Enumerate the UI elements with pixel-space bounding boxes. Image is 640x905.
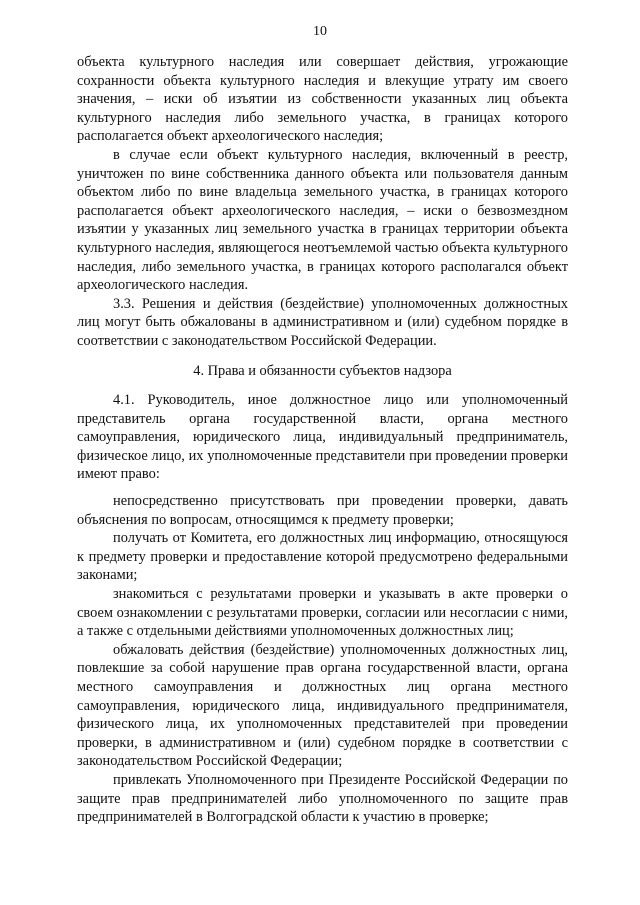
paragraph-clause-destroyed-object: в случае если объект культурного наследия, включенный в реестр, уничтожен по вине собственника данного объекта или пользователя данным объектом либо по вине владельца земельного участка, в границах которого располагается объект археологического наследия, – иски о безвозмездном изъятии у указанных лиц земельного участка в границах территории объекта культурного наследия, являющегося неотъемлемой частью объекта культурного наследия, либо земельного участка, в границах которого располагался объект археологического наследия.	[77, 146, 568, 294]
document-body	[77, 53, 568, 827]
right-item-appeal: обжаловать действия (бездействие) уполномоченных должностных лиц, повлекшие за собой нарушение прав органа государственной власти, органа местного самоуправления и должностных лиц органа местного самоуправления, юридического лица, индивидуального предпринимателя, физического лица, их уполномоченных представителей при проведении проверки, в административном и (или) судебном порядке в соответствии с законодательством Российской Федерации;	[77, 641, 568, 770]
right-item-attend: непосредственно присутствовать при проведении проверки, давать объяснения по вопросам, относящимся к предмету проверки;	[77, 493, 568, 528]
right-item-receive-info: получать от Комитета, его должностных лиц информацию, относящуюся к предмету проверки и предоставление которой предусмотрено федеральными законами;	[77, 530, 568, 584]
page-number: 10	[313, 24, 327, 39]
right-item-review-results: знакомиться с результатами проверки и указывать в акте проверки о своем ознакомлении с результатами проверки, согласии или несогласии с ними, а также с отдельными действиями уполномоченных должностных лиц;	[77, 586, 568, 640]
paragraph-3-3: 3.3. Решения и действия (бездействие) уполномоченных должностных лиц могут быть обжалованы в административном и (или) судебном порядке в соответствии с законодательством Российской Федерации.	[77, 295, 568, 349]
paragraph-continuation: объекта культурного наследия или совершает действия, угрожающие сохранности объекта культурного наследия и влекущие утрату им своего значения, – иски об изъятии из собственности указанных лиц объекта культурного наследия либо земельного участка, в границах которого располагается объект археологического наследия;	[77, 54, 568, 145]
right-item-ombudsman: привлекать Уполномоченного при Президенте Российской Федерации по защите прав предпринимателей либо уполномоченного по защите прав предпринимателей в Волгоградской области к участию в проверке;	[77, 771, 568, 826]
paragraph-4-1: 4.1. Руководитель, иное должностное лицо или уполномоченный представитель органа государственной власти, органа местного самоуправления, юридического лица, индивидуальный предприниматель, физическое лицо, их уполномоченные представители при проведении проверки имеют право:	[77, 392, 568, 483]
section-heading: 4. Права и обязанности субъектов надзора	[193, 362, 452, 379]
